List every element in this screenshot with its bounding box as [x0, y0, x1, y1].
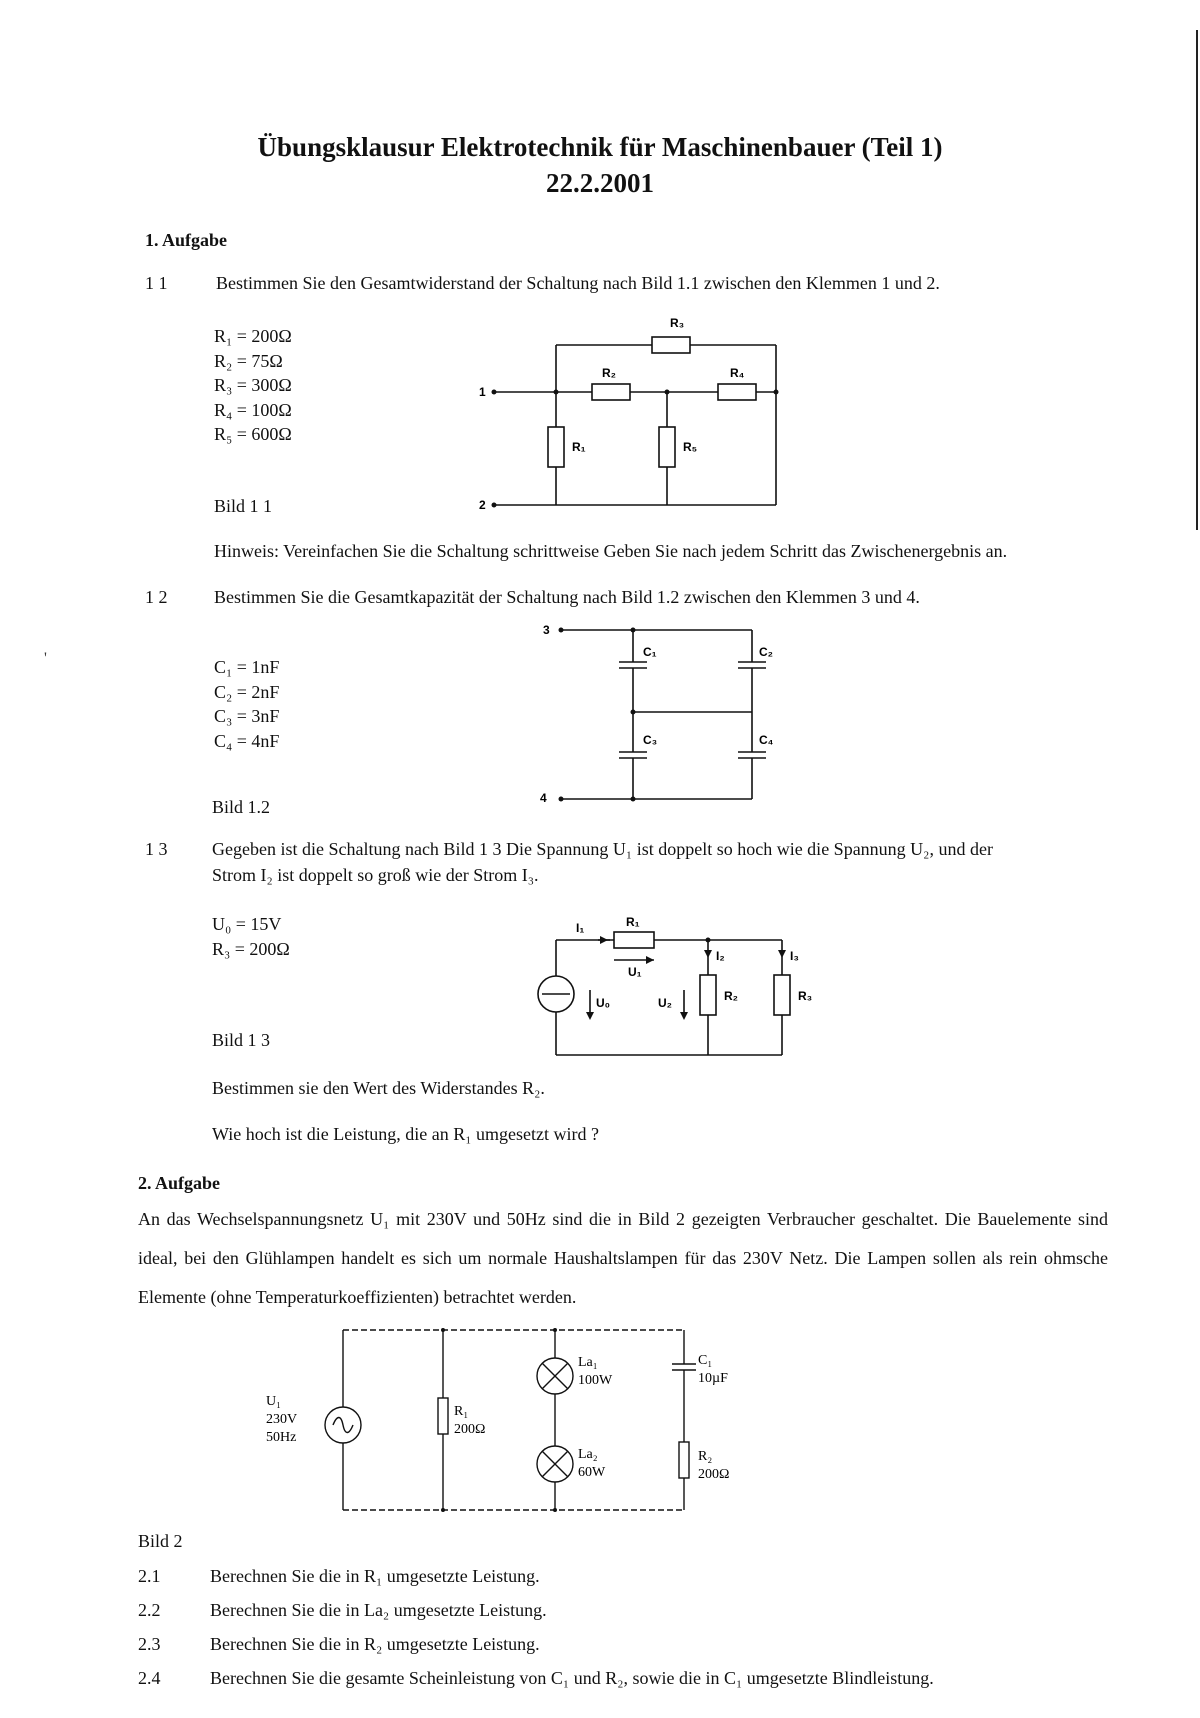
q13-question2: Wie hoch ist die Leistung, die an R₁ umgesetzt wird ?: [212, 1124, 599, 1144]
label-r1: R₁: [572, 440, 586, 454]
q11-number: 1 1: [145, 273, 168, 293]
label-la1-value: 100W: [578, 1373, 613, 1388]
task1-heading: 1. Aufgabe: [145, 230, 228, 250]
value-r3-q13: R₃ = 200Ω: [212, 938, 290, 959]
q13-question1: Bestimmen sie den Wert des Widerstandes R₂.: [212, 1078, 545, 1098]
label-r1-bild2: R₁: [454, 1404, 469, 1419]
q13-values: [212, 912, 290, 961]
q13-number: 1 3: [145, 839, 168, 859]
value-c1: C₁ = 1nF: [214, 657, 280, 677]
value-c2: C₂ = 2nF: [214, 681, 280, 702]
label-r2-value: 200Ω: [698, 1467, 730, 1482]
figure-1-3-circuit: [530, 910, 830, 1060]
label-r4: R₄: [730, 366, 745, 380]
value-u0: U₀ = 15V: [212, 914, 282, 934]
label-u1-freq: 50Hz: [266, 1430, 297, 1445]
label-c3: C₃: [643, 733, 658, 747]
label-c2: C₂: [759, 645, 773, 659]
task2-heading: 2. Aufgabe: [138, 1173, 221, 1193]
value-c4: C₄ = 4nF: [214, 730, 280, 751]
label-r3: R₃: [670, 316, 685, 330]
scan-edge-mark: [1196, 30, 1198, 530]
label-u2: U₂: [658, 996, 672, 1010]
label-r1-value: 200Ω: [454, 1422, 486, 1437]
label-i2: I₂: [716, 949, 725, 963]
value-r4: R₄ = 100Ω: [214, 399, 292, 420]
label-la2-value: 60W: [578, 1465, 606, 1480]
label-u1: U₁: [628, 965, 642, 979]
label-la2: La₂: [578, 1447, 598, 1462]
q13-text-line2: Strom I₂ ist doppelt so groß wie der Strom I₃.: [212, 865, 539, 885]
figure-caption-1-1: Bild 1 1: [214, 496, 273, 516]
figure-caption-1-3: Bild 1 3: [212, 1030, 271, 1050]
value-r5: R₅ = 600Ω: [214, 424, 292, 444]
q11-text: Bestimmen Sie den Gesamtwiderstand der Schaltung nach Bild 1.1 zwischen den Klemmen 1 und 2.: [216, 273, 940, 293]
q22-text: Berechnen Sie die in La₂ umgesetzte Leistung.: [210, 1600, 547, 1620]
q22-number: 2.2: [138, 1600, 161, 1620]
q12-values: [214, 655, 279, 753]
terminal-3: 3: [543, 623, 550, 637]
q24-number: 2.4: [138, 1668, 161, 1688]
label-c1-value: 10µF: [698, 1371, 728, 1386]
label-r2-bild2: R₂: [698, 1449, 713, 1464]
task2-intro: An das Wechselspannungsnetz U₁ mit 230V und 50Hz sind die in Bild 2 gezeigten Verbraucher geschaltet. Die Bauelemente sind ideal, bei den Glühlampen handelt es sich um normale Haushaltslampen für das 230V Netz. Die Lampen sollen als rein ohmsche Elemente (ohne Temperaturkoeffizienten) betrachtet werden.: [138, 1209, 1108, 1307]
terminal-1: 1: [479, 385, 486, 399]
label-r5: R₅: [683, 440, 698, 454]
label-c1: C₁: [643, 645, 657, 659]
q12-text: Bestimmen Sie die Gesamtkapazität der Schaltung nach Bild 1.2 zwischen den Klemmen 3 und 4.: [214, 587, 920, 607]
q24-text: Berechnen Sie die gesamte Scheinleistung von C₁ und R₂, sowie die in C₁ umgesetzte Blindleistung.: [210, 1668, 934, 1688]
terminal-2: 2: [479, 498, 486, 512]
q21-text: Berechnen Sie die in R₁ umgesetzte Leistung.: [210, 1566, 540, 1586]
terminal-4: 4: [540, 791, 547, 805]
value-r3: R₃ = 300Ω: [214, 375, 292, 395]
value-r1: R₁ = 200Ω: [214, 326, 292, 346]
label-u0: U₀: [596, 996, 611, 1010]
label-i1: I₁: [576, 921, 585, 935]
label-c1-bild2: C₁: [698, 1353, 713, 1368]
label-r2-q13: R₂: [724, 989, 738, 1003]
value-c3: C₃ = 3nF: [214, 706, 280, 726]
label-u1-value: 230V: [266, 1412, 298, 1427]
page-title: Übungsklausur Elektrotechnik für Maschinenbauer (Teil 1): [257, 132, 943, 162]
label-u1-bild2: U₁: [266, 1394, 281, 1409]
q13-text-line1: Gegeben ist die Schaltung nach Bild 1 3 Die Spannung U₁ ist doppelt so hoch wie die Spannung U₂, und der: [212, 839, 993, 859]
figure-caption-2: Bild 2: [138, 1531, 183, 1551]
figure-1-2-circuit: [535, 620, 785, 810]
label-c4: C₄: [759, 733, 774, 747]
q11-hint: Hinweis: Vereinfachen Sie die Schaltung schrittweise Geben Sie nach jedem Schritt das Zwischenergebnis an.: [214, 541, 1008, 561]
exam-date: 22.2.2001: [546, 168, 654, 198]
label-r3-q13: R₃: [798, 989, 813, 1003]
label-r2: R₂: [602, 366, 616, 380]
q11-values: [214, 324, 292, 447]
label-la1: La₁: [578, 1355, 598, 1370]
figure-caption-1-2: Bild 1.2: [212, 797, 271, 817]
label-i3: I₃: [790, 949, 799, 963]
label-r1-q13: R₁: [626, 915, 640, 929]
q23-number: 2.3: [138, 1634, 161, 1654]
figure-1-1-circuit: [480, 305, 800, 515]
q23-text: Berechnen Sie die in R₂ umgesetzte Leistung.: [210, 1634, 540, 1654]
scan-speck: ': [44, 650, 47, 667]
value-r2: R₂ = 75Ω: [214, 350, 283, 371]
q21-number: 2.1: [138, 1566, 161, 1586]
figure-2-circuit: [250, 1320, 760, 1520]
q12-number: 1 2: [145, 587, 168, 607]
